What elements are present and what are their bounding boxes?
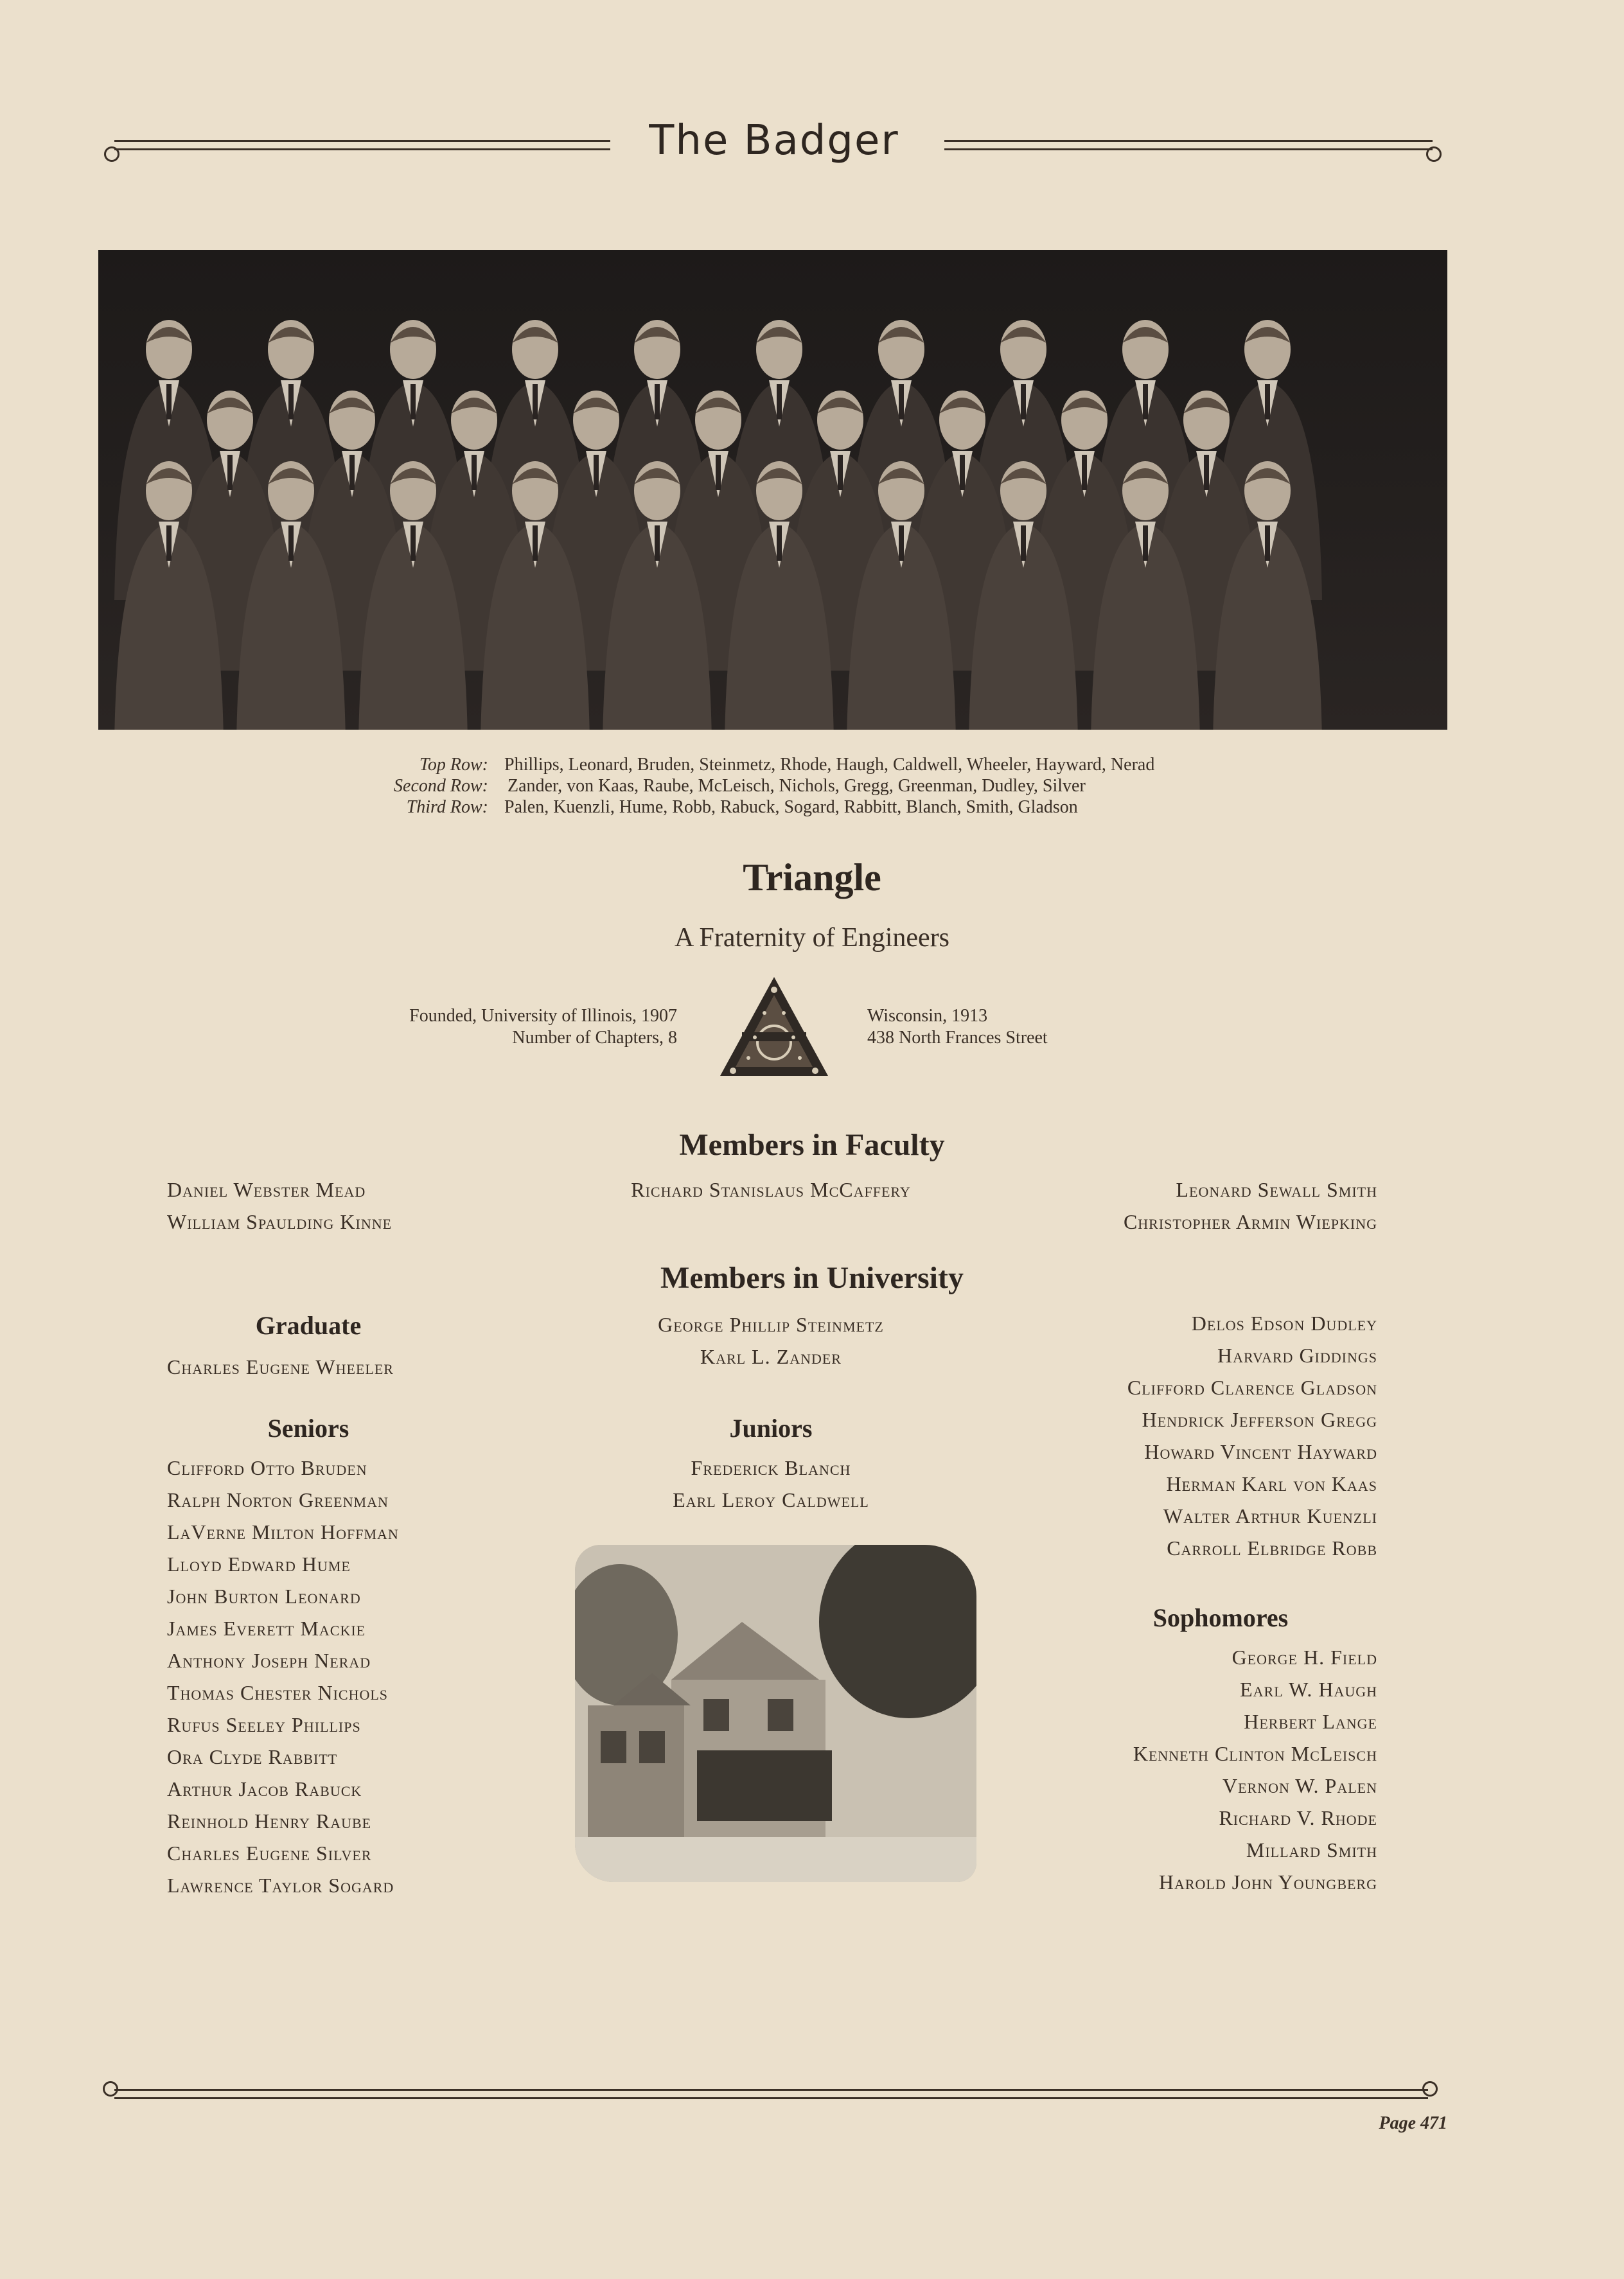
caption-label: Second Row: <box>394 776 488 796</box>
university-member: Karl L. Zander <box>700 1345 842 1368</box>
list-item: Delos Edson Dudley <box>1191 1312 1377 1335</box>
list-item: Ralph Norton Greenman <box>167 1488 389 1511</box>
header-rule-left <box>114 140 610 150</box>
list-item: John Burton Leonard <box>167 1585 361 1608</box>
list-item: Herman Karl von Kaas <box>1166 1472 1377 1495</box>
page-header-title: The Badger <box>649 117 899 164</box>
fraternity-subtitle: A Fraternity of Engineers <box>674 923 950 953</box>
list-item: Earl Leroy Caldwell <box>673 1488 869 1511</box>
list-item: Ora Clyde Rabbitt <box>167 1745 338 1768</box>
list-item: LaVerne Milton Hoffman <box>167 1520 399 1544</box>
page-number: Page 471 <box>1379 2113 1447 2133</box>
list-item: Clifford Otto Bruden <box>167 1456 367 1479</box>
list-item: George H. Field <box>1231 1646 1377 1669</box>
header-rule-right <box>944 140 1433 150</box>
university-member: George Phillip Steinmetz <box>658 1313 884 1336</box>
list-item: Harold John Youngberg <box>1158 1870 1377 1894</box>
graduate-member: Charles Eugene Wheeler <box>167 1355 394 1378</box>
list-item: Kenneth Clinton McLeisch <box>1133 1742 1377 1765</box>
list-item: Millard Smith <box>1246 1838 1377 1861</box>
founded-line: Founded, University of Illinois, 1907 <box>409 1006 677 1026</box>
list-item: Arthur Jacob Rabuck <box>167 1777 362 1800</box>
list-item: Thomas Chester Nichols <box>167 1681 389 1704</box>
bottom-rule <box>114 2089 1428 2099</box>
list-item: Lloyd Edward Hume <box>167 1553 351 1576</box>
founding-info <box>257 1005 677 1049</box>
chapters-line: Number of Chapters, 8 <box>512 1028 677 1048</box>
juniors-heading: Juniors <box>729 1414 813 1443</box>
wisconsin-info <box>867 1005 1048 1049</box>
list-item: Clifford Clarence Gladson <box>1127 1376 1377 1399</box>
faculty-member: Leonard Sewall Smith <box>1176 1178 1377 1201</box>
list-item: Walter Arthur Kuenzli <box>1163 1504 1377 1527</box>
wisconsin-line: Wisconsin, 1913 <box>867 1006 988 1026</box>
triangle-badge-icon <box>716 973 832 1079</box>
group-photo <box>98 250 1447 730</box>
address-line: 438 North Frances Street <box>867 1028 1048 1048</box>
chapter-house-photo <box>575 1545 976 1882</box>
list-item: Charles Eugene Silver <box>167 1842 372 1865</box>
rule-curl-ornament <box>1422 2081 1438 2097</box>
caption-names: Palen, Kuenzli, Hume, Robb, Rabuck, Sogard, Rabbitt, Blanch, Smith, Gladson <box>504 797 1078 817</box>
faculty-member: William Spaulding Kinne <box>167 1210 393 1233</box>
rule-curl-ornament <box>1426 146 1442 162</box>
list-item: Earl W. Haugh <box>1240 1678 1377 1701</box>
seniors-heading: Seniors <box>267 1414 349 1443</box>
caption-label: Top Row: <box>419 755 488 775</box>
list-item: Vernon W. Palen <box>1222 1774 1377 1797</box>
faculty-member: Daniel Webster Mead <box>167 1178 366 1201</box>
faculty-member: Christopher Armin Wiepking <box>1123 1210 1377 1233</box>
list-item: James Everett Mackie <box>167 1617 366 1640</box>
list-item: Anthony Joseph Nerad <box>167 1649 371 1672</box>
caption-names: Zander, von Kaas, Raube, McLeisch, Nichols, Gregg, Greenman, Dudley, Silver <box>508 776 1086 796</box>
university-heading: Members in University <box>660 1261 964 1295</box>
list-item: Reinhold Henry Raube <box>167 1809 372 1833</box>
list-item: Hendrick Jefferson Gregg <box>1142 1408 1377 1431</box>
list-item: Herbert Lange <box>1244 1710 1377 1733</box>
list-item: Carroll Elbridge Robb <box>1167 1536 1377 1560</box>
fraternity-name: Triangle <box>743 856 881 899</box>
list-item: Harvard Giddings <box>1217 1344 1377 1367</box>
list-item: Richard V. Rhode <box>1219 1806 1377 1829</box>
list-item: Howard Vincent Hayward <box>1144 1440 1377 1463</box>
caption-label: Third Row: <box>406 797 488 817</box>
sophomores-heading: Sophomores <box>1152 1603 1289 1632</box>
faculty-heading: Members in Faculty <box>679 1128 945 1162</box>
list-item: Lawrence Taylor Sogard <box>167 1874 394 1897</box>
faculty-member: Richard Stanislaus McCaffery <box>631 1178 911 1201</box>
list-item: Frederick Blanch <box>691 1456 851 1479</box>
graduate-heading: Graduate <box>255 1311 362 1340</box>
caption-names: Phillips, Leonard, Bruden, Steinmetz, Rhode, Haugh, Caldwell, Wheeler, Hayward, Nerad <box>504 755 1155 775</box>
list-item: Rufus Seeley Phillips <box>167 1713 361 1736</box>
